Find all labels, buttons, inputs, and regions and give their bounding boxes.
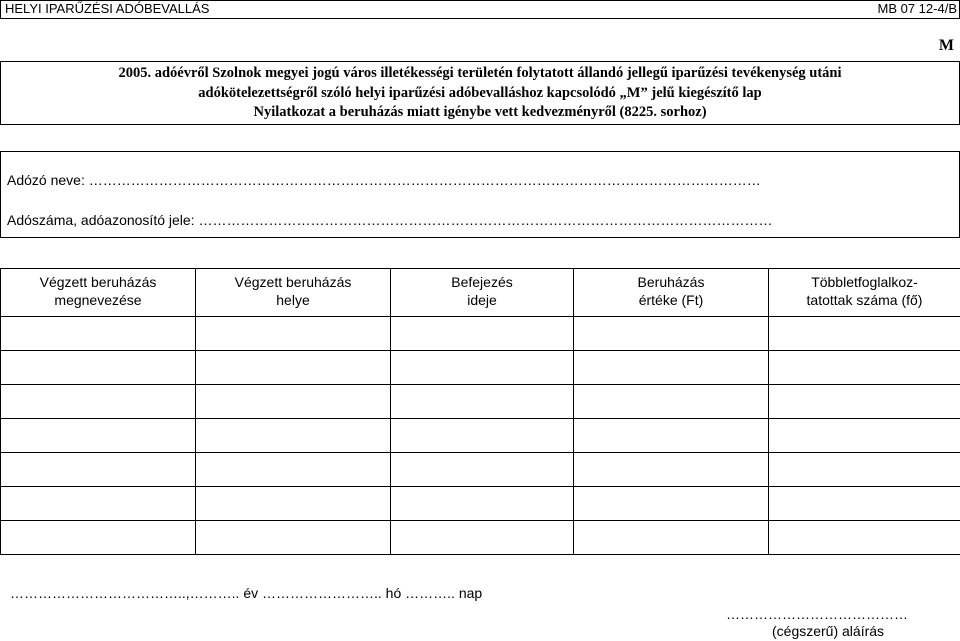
table-row xyxy=(1,351,960,385)
table-cell[interactable] xyxy=(1,521,196,555)
table-cell[interactable] xyxy=(1,385,196,419)
table-row xyxy=(1,317,960,351)
table-row xyxy=(1,419,960,453)
table-cell[interactable] xyxy=(1,317,196,351)
table-row xyxy=(1,385,960,419)
table-cell[interactable] xyxy=(574,487,769,521)
table-cell[interactable] xyxy=(769,487,960,521)
table-cell[interactable] xyxy=(196,385,391,419)
table-cell[interactable] xyxy=(769,521,960,555)
col-header-extra-employees: Többletfoglalkoz- tatottak száma (fő) xyxy=(769,269,960,317)
table-cell[interactable] xyxy=(574,453,769,487)
taxpayer-info-box xyxy=(0,151,960,238)
title-line-2: adókötelezettségről szóló helyi iparűzési adóbevalláshoz kapcsolódó „M” jelű kiegészítő lap xyxy=(198,85,762,101)
table-header-row xyxy=(1,269,960,317)
table-cell[interactable] xyxy=(391,487,574,521)
table-cell[interactable] xyxy=(196,351,391,385)
title-line-1: 2005. adóévről Szolnok megyei jogú város illetékességi területén folytatott állandó jellegű iparűzési tevékenység utáni xyxy=(118,65,842,81)
table-cell[interactable] xyxy=(574,385,769,419)
taxpayer-name-field[interactable]: Adózó neve: ……………………………………………………………………………………………………………………………… xyxy=(7,172,761,188)
form-code: MB 07 12-4/B xyxy=(877,1,957,16)
signature-line[interactable]: ………………………………… xyxy=(726,606,908,622)
table-cell[interactable] xyxy=(1,487,196,521)
taxpayer-id-field[interactable]: Adószáma, adóazonosító jele: …………………………………………………………………………………………………………… xyxy=(7,212,773,228)
table-cell[interactable] xyxy=(391,385,574,419)
table-cell[interactable] xyxy=(1,453,196,487)
table-cell[interactable] xyxy=(1,419,196,453)
col-header-investment-value: Beruházás értéke (Ft) xyxy=(574,269,769,317)
table-cell[interactable] xyxy=(769,351,960,385)
sheet-letter: M xyxy=(938,37,954,54)
col-header-investment-name: Végzett beruházás megnevezése xyxy=(1,269,196,317)
table-cell[interactable] xyxy=(391,351,574,385)
table-cell[interactable] xyxy=(574,351,769,385)
table-cell[interactable] xyxy=(391,419,574,453)
table-cell[interactable] xyxy=(574,521,769,555)
table-cell[interactable] xyxy=(196,317,391,351)
table-cell[interactable] xyxy=(1,351,196,385)
col-header-investment-place: Végzett beruházás helye xyxy=(196,269,391,317)
table-cell[interactable] xyxy=(769,419,960,453)
table-cell[interactable] xyxy=(391,521,574,555)
table-cell[interactable] xyxy=(769,453,960,487)
date-line[interactable]: ………………………………..,……….. év …………………….. hó ……….. nap xyxy=(10,585,483,601)
form-header-bar xyxy=(0,0,960,19)
table-cell[interactable] xyxy=(196,487,391,521)
title-box xyxy=(0,61,960,125)
table-cell[interactable] xyxy=(196,521,391,555)
table-cell[interactable] xyxy=(769,385,960,419)
table-cell[interactable] xyxy=(196,453,391,487)
investment-table xyxy=(0,268,960,555)
table-cell[interactable] xyxy=(574,317,769,351)
table-cell[interactable] xyxy=(769,317,960,351)
title-line-3: Nyilatkozat a beruházás miatt igénybe vett kedvezményről (8225. sorhoz) xyxy=(253,104,707,120)
table-row xyxy=(1,521,960,555)
form-title-header: HELYI IPARŰZÉSI ADÓBEVALLÁS xyxy=(5,1,210,16)
table-row xyxy=(1,453,960,487)
table-cell[interactable] xyxy=(196,419,391,453)
table-row xyxy=(1,487,960,521)
table-cell[interactable] xyxy=(574,419,769,453)
table-cell[interactable] xyxy=(391,453,574,487)
table-cell[interactable] xyxy=(391,317,574,351)
col-header-completion-date: Befejezés ideje xyxy=(391,269,574,317)
signature-label: (cégszerű) aláírás xyxy=(772,623,885,639)
